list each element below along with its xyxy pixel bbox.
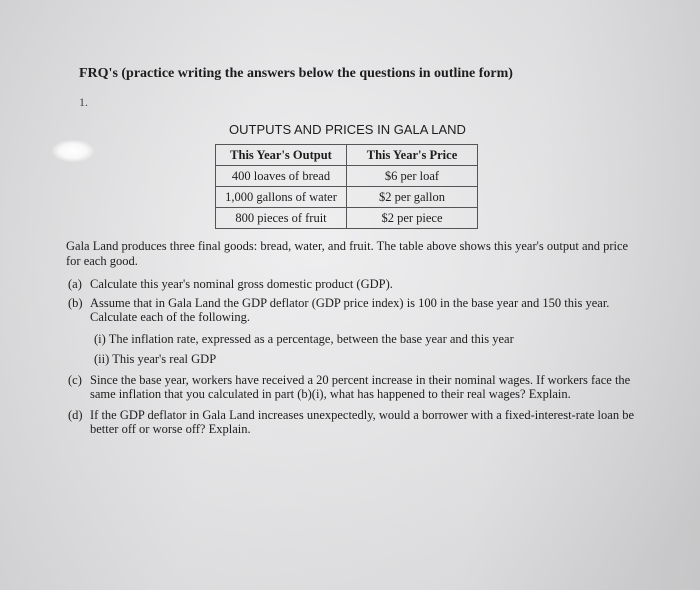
part-b-label: (b): [68, 296, 83, 310]
part-b-ii-text: This year's real GDP: [112, 352, 217, 366]
part-b-ii: [94, 352, 216, 367]
output-cell: 1,000 gallons of water: [216, 187, 347, 208]
table-title: OUTPUTS AND PRICES IN GALA LAND: [229, 122, 466, 137]
part-d: [68, 408, 650, 438]
column-header-price: This Year's Price: [347, 145, 478, 166]
table-row: [216, 208, 478, 229]
part-b-text: Assume that in Gala Land the GDP deflator (GDP price index) is 100 in the base year and 150 this year. Calculate each of the following.: [90, 296, 610, 324]
light-glare: [52, 140, 94, 162]
table-row: [216, 166, 478, 187]
question-number: 1.: [79, 95, 88, 109]
price-cell: $2 per gallon: [347, 187, 478, 208]
table-header-row: [216, 145, 478, 166]
part-d-label: (d): [68, 408, 83, 422]
price-cell: $6 per loaf: [347, 166, 478, 187]
part-a: [68, 277, 628, 291]
output-cell: 800 pieces of fruit: [216, 208, 347, 229]
table-row: [216, 187, 478, 208]
part-d-text: If the GDP deflator in Gala Land increases unexpectedly, would a borrower with a fixed-interest-rate loan be better off or worse off? Explain.: [90, 408, 635, 436]
column-header-output: This Year's Output: [216, 145, 347, 166]
price-cell: $2 per piece: [347, 208, 478, 229]
part-b-i-label: (i): [94, 332, 106, 346]
outputs-prices-table: [215, 144, 478, 229]
part-a-text: Calculate this year's nominal gross domestic product (GDP).: [90, 277, 393, 291]
part-c: [68, 373, 648, 403]
part-a-label: (a): [68, 277, 82, 291]
part-c-text: Since the base year, workers have received a 20 percent increase in their nominal wages. If workers face the same inflation that you calculated in part (b)(i), what has happened to their real wages? Explain.: [90, 373, 631, 401]
output-cell: 400 loaves of bread: [216, 166, 347, 187]
part-b-ii-label: (ii): [94, 352, 110, 366]
part-c-label: (c): [68, 373, 82, 387]
page-title: FRQ's (practice writing the answers below the questions in outline form): [79, 66, 513, 81]
part-b-i-text: The inflation rate, expressed as a percentage, between the base year and this year: [108, 332, 514, 346]
part-b-i: [94, 332, 514, 347]
part-b: [68, 296, 638, 326]
intro-paragraph: Gala Land produces three final goods: bread, water, and fruit. The table above shows this year's output and price for each good.: [66, 239, 629, 268]
